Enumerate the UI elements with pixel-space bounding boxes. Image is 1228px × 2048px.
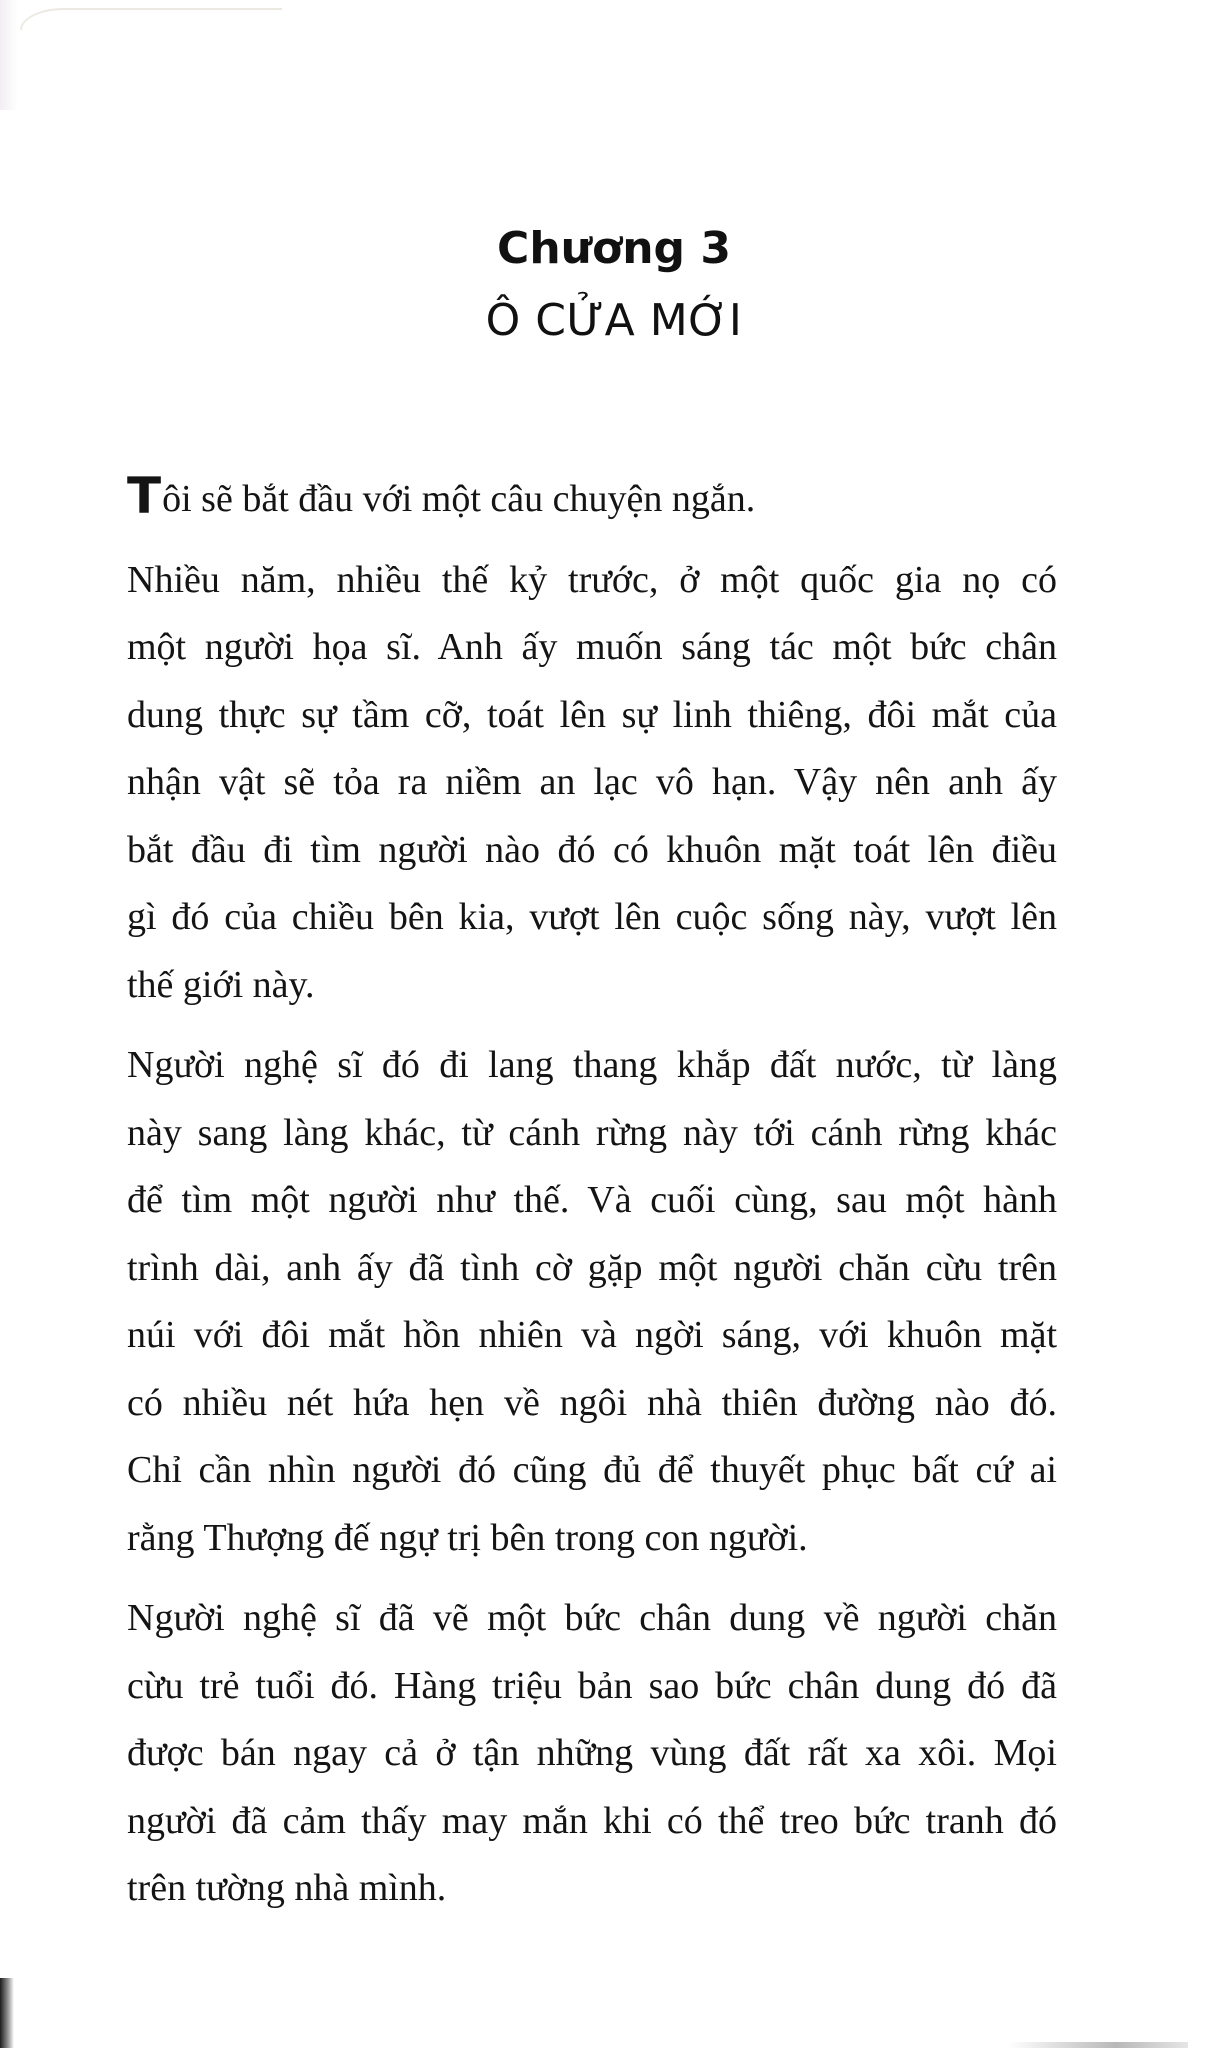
- paragraph-3: [127, 1032, 1057, 1572]
- page-curl-edge: [20, 8, 282, 30]
- drop-cap: T: [127, 467, 162, 525]
- text-line: [127, 466, 1057, 534]
- paragraph-1: [127, 466, 1057, 534]
- text-line: có nhiều nét hứa hẹn về ngôi nhà thiên đường nào đó.: [127, 1381, 1057, 1424]
- binding-shadow: [0, 1978, 14, 2048]
- page-bottom-shadow: [1008, 2042, 1188, 2048]
- text-line: này sang làng khác, từ cánh rừng này tới cánh rừng khác: [127, 1111, 1057, 1154]
- chapter-header: [0, 222, 1228, 348]
- page-edge-shadow: [0, 0, 18, 110]
- text-line: bắt đầu đi tìm người nào đó có khuôn mặt toát lên điều: [127, 828, 1057, 871]
- text-line: trên tường nhà mình.: [127, 1867, 447, 1909]
- text-line: Nhiều năm, nhiều thế kỷ trước, ở một quốc gia nọ có: [127, 558, 1057, 601]
- line-text: ôi sẽ bắt đầu với một câu chuyện ngắn.: [162, 478, 756, 520]
- text-line: được bán ngay cả ở tận những vùng đất rất xa xôi. Mọi: [127, 1732, 1057, 1774]
- chapter-title: Ô CỬA MỚI: [485, 295, 743, 346]
- text-line: Người nghệ sĩ đó đi lang thang khắp đất nước, từ làng: [127, 1044, 1057, 1086]
- paragraph-4: [127, 1585, 1057, 1923]
- text-line: Người nghệ sĩ đã vẽ một bức chân dung về người chăn: [127, 1597, 1057, 1639]
- text-line: dung thực sự tầm cỡ, toát lên sự linh thiêng, đôi mắt của: [127, 693, 1057, 736]
- text-line: gì đó của chiều bên kia, vượt lên cuộc sống này, vượt lên: [127, 896, 1057, 938]
- text-line: người đã cảm thấy may mắn khi có thể treo bức tranh đó: [127, 1799, 1057, 1842]
- text-line: một người họa sĩ. Anh ấy muốn sáng tác một bức chân: [127, 626, 1057, 668]
- text-line: Chỉ cần nhìn người đó cũng đủ để thuyết phục bất cứ ai: [127, 1449, 1057, 1491]
- text-line: trình dài, anh ấy đã tình cờ gặp một người chăn cừu trên: [127, 1246, 1057, 1289]
- text-line: để tìm một người như thế. Và cuối cùng, sau một hành: [127, 1179, 1057, 1221]
- paragraph-2: [127, 547, 1057, 1020]
- text-line: cừu trẻ tuổi đó. Hàng triệu bản sao bức chân dung đó đã: [127, 1664, 1057, 1707]
- chapter-body: [127, 466, 1057, 1936]
- text-line: thế giới này.: [127, 963, 315, 1006]
- text-line: nhận vật sẽ tỏa ra niềm an lạc vô hạn. Vậy nên anh ấy: [127, 761, 1057, 803]
- text-line: núi với đôi mắt hồn nhiên và ngời sáng, với khuôn mặt: [127, 1314, 1057, 1356]
- text-line: rằng Thượng đế ngự trị bên trong con người.: [127, 1516, 808, 1559]
- chapter-number: Chương 3: [497, 223, 731, 274]
